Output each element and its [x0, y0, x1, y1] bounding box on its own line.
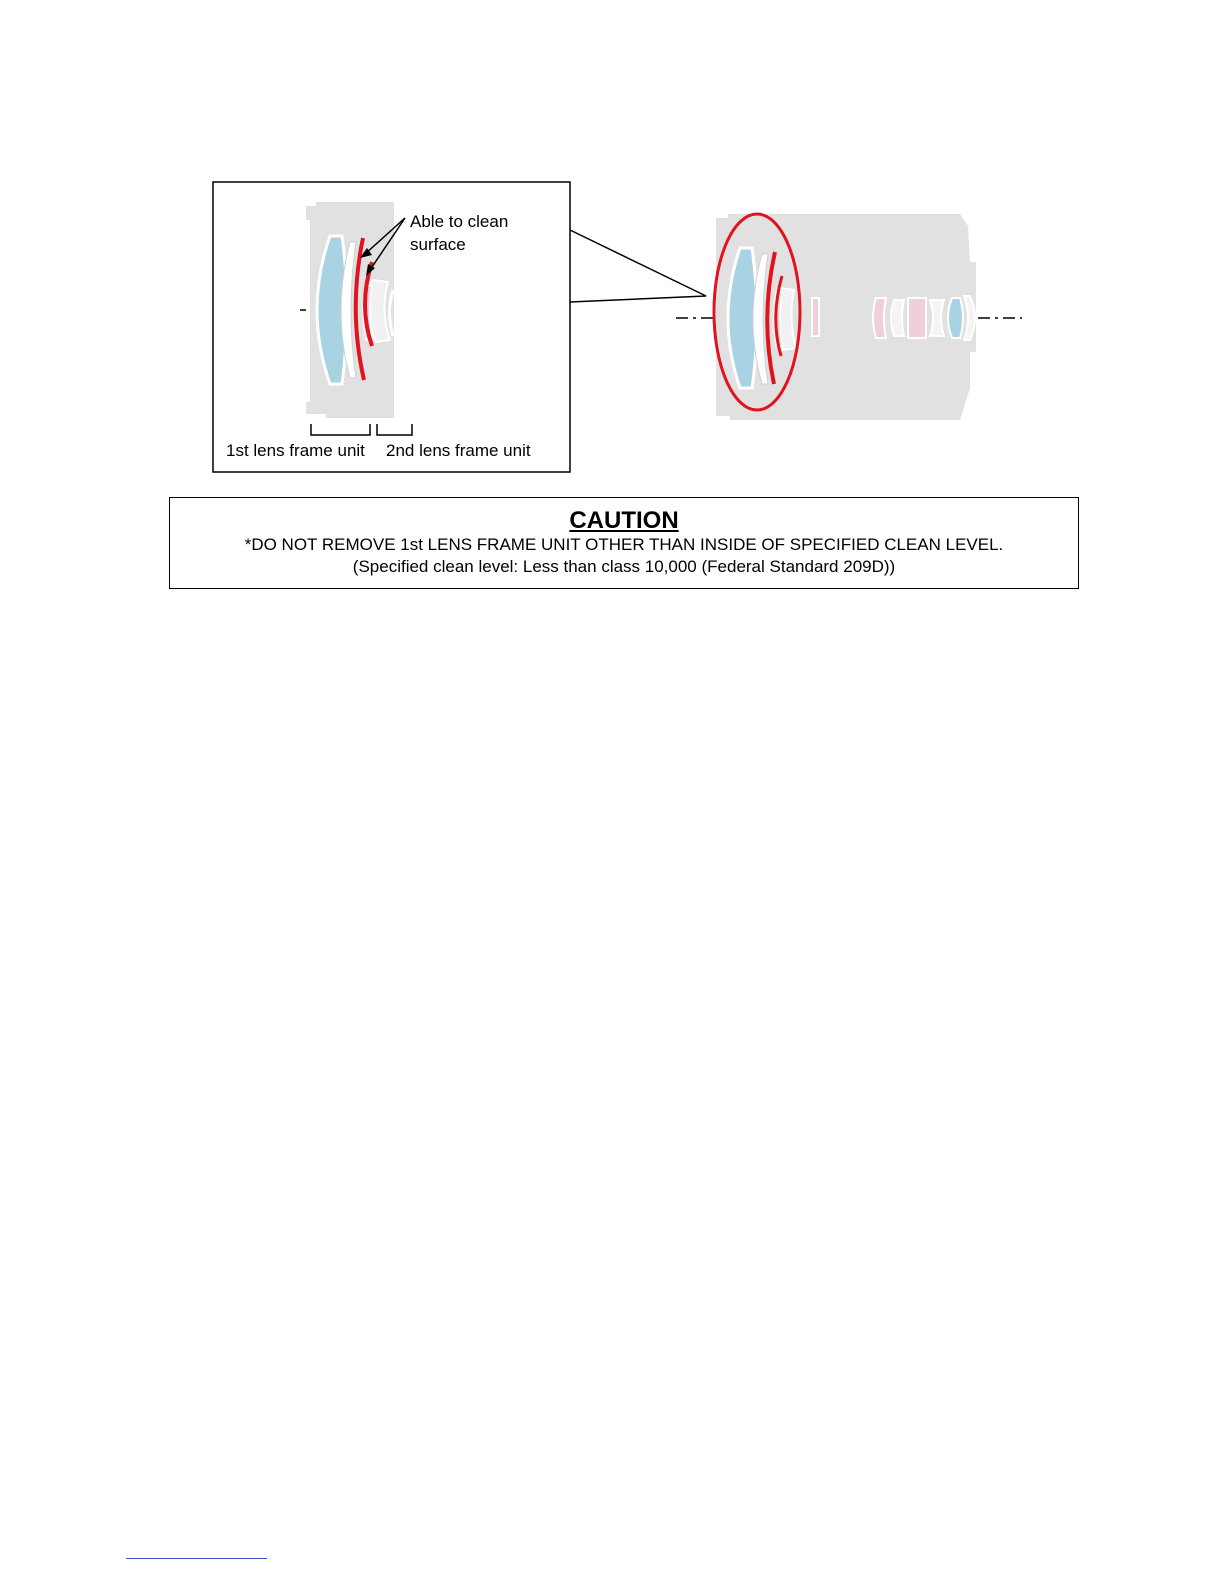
caution-box	[169, 497, 1079, 589]
cleanable-surface-note: Able to clean surface	[410, 212, 509, 254]
unit1-label: 1st lens frame unit	[226, 441, 365, 460]
caution-line-1: *DO NOT REMOVE 1st LENS FRAME UNIT OTHER THAN INSIDE OF SPECIFIED CLEAN LEVEL.	[244, 535, 1004, 554]
unit2-label: 2nd lens frame unit	[386, 441, 531, 460]
caution-title: CAUTION	[569, 507, 679, 534]
footer-divider	[126, 1558, 267, 1559]
full-lens-cross-section	[676, 214, 1022, 420]
caution-line-2: (Specified clean level: Less than class 10,000 (Federal Standard 209D))	[352, 557, 896, 576]
detail-lens-frame	[300, 202, 394, 418]
callout-pointer	[570, 230, 706, 302]
